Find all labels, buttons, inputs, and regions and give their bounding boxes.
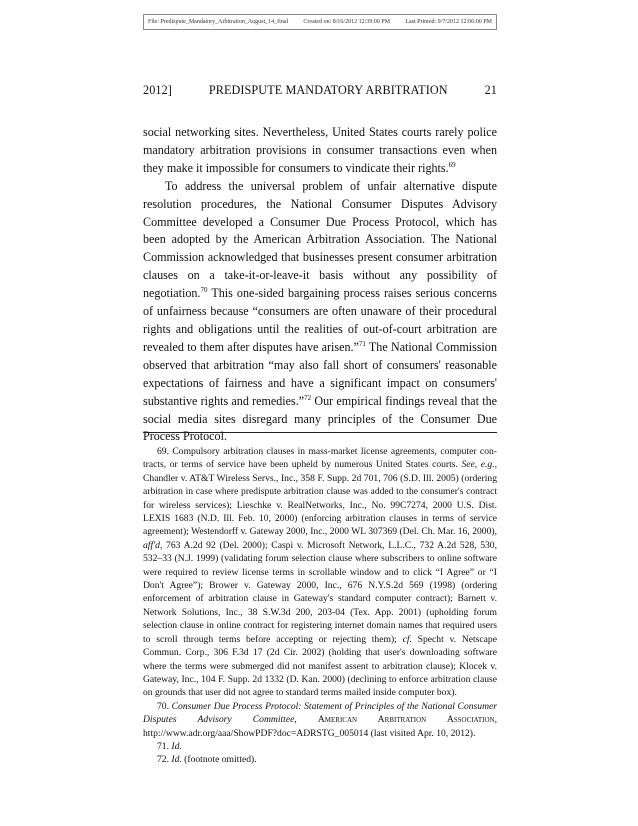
footnote-70-organization: American Arbitration Association — [317, 714, 495, 726]
footnote-70 — [143, 700, 497, 740]
paragraph-2-part-c: The National Commission observed that arbitration “may also fall short of consumers' reasonable expectations of fairness and have a significant impact on consumers' substantive rights and remedies.” — [143, 339, 497, 408]
footnotes — [143, 445, 497, 767]
paragraph-2 — [143, 178, 497, 447]
footnote-ref-69[interactable]: 69 — [448, 160, 456, 169]
footnote-69-signal-see: See, e.g. — [461, 459, 495, 471]
footnote-71-id: Id. — [171, 740, 182, 752]
paragraph-1 — [143, 124, 497, 178]
footnote-69 — [143, 445, 497, 700]
footnote-ref-72[interactable]: 72 — [304, 393, 312, 402]
footnote-69-text-2: , Chandler v. AT&T Wireless Servs., Inc., 358 F. Supp. 2d 701, 706 (S.D. Ill. 2005) (ordering arbitration in case where predispute arbitration clause was added to the consumer's contract for wireless services); Lieschke v. RealNetworks, Inc., No. 99C7274, 2000 U.S. Dist. LEXIS 1683 (N.D. Ill. Feb. 10, 2000) (enforcing arbitration clauses in terms of service agreement); Westendorff v. Gateway 2000, Inc., 2000 WL 307369 (Del. Ch. Mar. 16, 2000), — [143, 459, 497, 538]
running-header — [143, 83, 497, 98]
paragraph-2-part-b: This one-sided bargaining process raises serious concerns of unfairness because “consumers are often unaware of their procedural rights and obligations until the realities of out-of-court arbitration are revealed to them after disputes have arisen.” — [143, 286, 497, 354]
paragraph-1-text: social networking sites. Nevertheless, United States courts rarely police mandatory arbitration provisions in consumer transactions even when they make it impossible for consumers to vindicate their rights. — [143, 125, 497, 175]
footnote-72-rest: (footnote omitted). — [181, 754, 257, 766]
footnote-69-affd: aff'd — [143, 539, 160, 551]
header-title: PREDISPUTE MANDATORY ARBITRATION — [208, 83, 448, 97]
footnote-69-text-4: Specht v. Netscape Commun. Corp., 306 F.3d 17 (2d Cir. 2002) (holding that user's downloading software where the terms were submerged did not manifest assent to arbitration clause); Klocek v. Gateway, Inc., 104 F. Supp. 2d 1332 (D. Kan. 2000) (declining to enforce arbitration clause on grounds that user did not agree to standard terms mailed inside computer box). — [143, 633, 497, 699]
file-name: File: Predispute_Mandatory_Arbitration_August_14_final — [148, 19, 289, 25]
printed-date: Last Printed: 9/7/2012 12:06:00 PM — [405, 19, 492, 25]
footnote-70-title: Consumer Due Process Protocol: Statement of Principles of the National Consumer Disputes Advisory Committee — [143, 700, 498, 726]
footnote-69-text-3: , 763 A.2d 92 (Del. 2000); Caspi v. Microsoft Network, L.L.C., 732 A.2d 528, 530, 532–33 (N.J. 1999) (validating forum selection clause where subscribers to online software were required to review license terms in scrollable window and to click “I Agree” or “I Don't Agree”); Brower v. Gateway 2000, Inc., 676 N.Y.S.2d 569 (1998) (ordering enforcement of arbitration clause in Gateway's standard computer contract); Barnett v. Network Solutions, Inc., 38 S.W.3d 200, 203-04 (Tex. App. 2001) (upholding forum selection clause in online contract for registering internet domain names that required users to scroll through terms before accepting or rejecting them); — [143, 539, 497, 645]
footnote-72 — [143, 753, 497, 766]
footnote-69-signal-cf: cf. — [402, 633, 412, 645]
header-page-number: 21 — [484, 83, 497, 97]
footnote-ref-70[interactable]: 70 — [200, 286, 208, 295]
paragraph-2-part-d: Our empirical findings reveal that the social media sites disregard many principles of the Consumer Due Process Protocol. — [143, 393, 497, 444]
paragraph-2-part-a: To address the universal problem of unfair alternative dispute resolution procedures, the National Consumer Disputes Advisory Committee developed a Consumer Due Process Protocol, which has been adopted by the American Arbitration Association. The National Commission acknowledged that businesses present consumer arbitration clauses on a take-it-or-leave-it basis without any possibility of negotiation. — [143, 178, 497, 301]
footnote-divider — [143, 432, 497, 433]
footnote-72-id: Id. — [171, 754, 182, 766]
footnote-69-text-1: 69. Compulsory arbitration clauses in mass-market license agreements, computer contracts, or terms of service have been upheld by numerous United States courts. — [143, 446, 497, 471]
footnote-70-separator: , — [294, 714, 318, 726]
created-date: Created on: 8/16/2012 12:39:00 PM — [303, 19, 391, 25]
file-info-bar — [143, 14, 497, 30]
footnote-ref-71[interactable]: 71 — [358, 339, 366, 348]
footnote-70-number: 70. — [157, 700, 172, 712]
header-year: 2012] — [143, 83, 172, 97]
footnote-71 — [143, 740, 497, 753]
footnote-72-number: 72. — [157, 754, 172, 766]
footnote-70-url[interactable]: , http://www.adr.org/aaa/ShowPDF?doc=ADRSTG_005014 (last visited Apr. 10, 2012). — [143, 714, 497, 739]
footnote-71-number: 71. — [157, 740, 172, 752]
body-text — [143, 124, 497, 446]
